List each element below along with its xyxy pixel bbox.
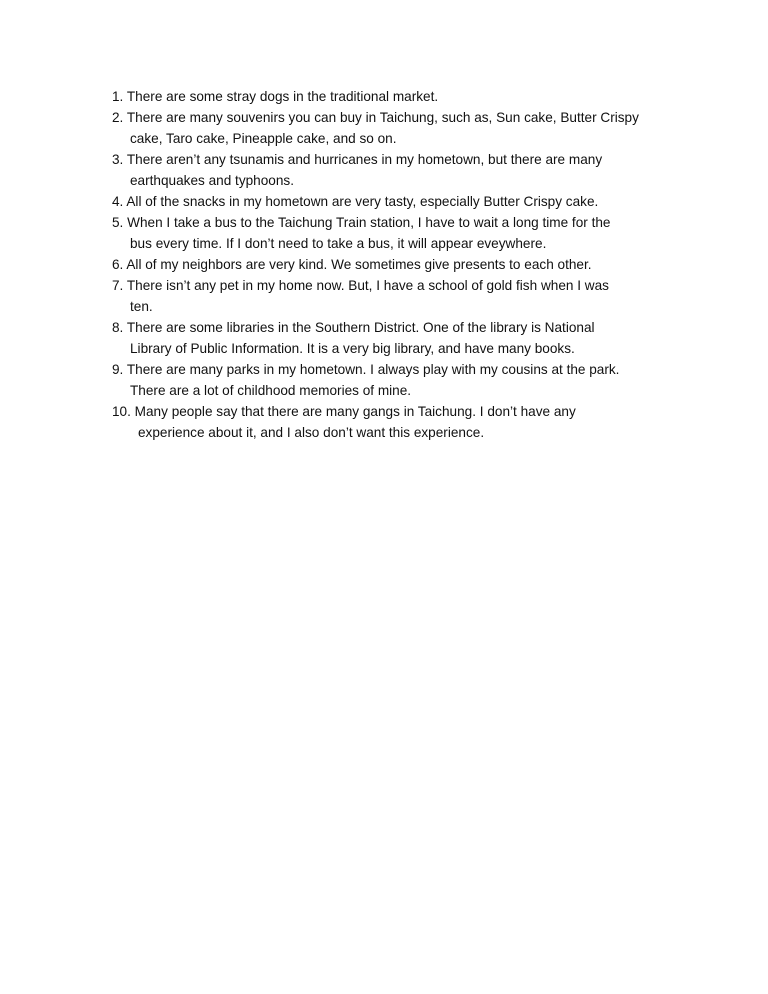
- list-item-line: 4. All of the snacks in my hometown are very tasty, especially Butter Crispy cake.: [112, 194, 599, 209]
- list-item: [112, 86, 672, 107]
- list-item-line: There are a lot of childhood memories of mine.: [130, 383, 412, 398]
- list-item: [112, 317, 672, 359]
- list-item: [112, 191, 672, 212]
- hometown-facts-list: [112, 86, 672, 443]
- list-item: [112, 149, 672, 191]
- list-item-line: 10. Many people say that there are many gangs in Taichung. I don’t have any: [112, 404, 576, 419]
- list-item-line: 8. There are some libraries in the Southern District. One of the library is National: [112, 320, 595, 335]
- list-item-line: earthquakes and typhoons.: [130, 173, 295, 188]
- list-item-line: experience about it, and I also don’t want this experience.: [138, 425, 485, 440]
- list-item-line: 2. There are many souvenirs you can buy in Taichung, such as, Sun cake, Butter Crispy: [112, 110, 639, 125]
- list-item: [112, 275, 672, 317]
- list-item-line: 5. When I take a bus to the Taichung Train station, I have to wait a long time for the: [112, 215, 611, 230]
- list-item-line: 9. There are many parks in my hometown. I always play with my cousins at the park.: [112, 362, 620, 377]
- list-item-line: cake, Taro cake, Pineapple cake, and so on.: [130, 131, 397, 146]
- list-item-line: 3. There aren’t any tsunamis and hurricanes in my hometown, but there are many: [112, 152, 603, 167]
- list-item-line: Library of Public Information. It is a very big library, and have many books.: [130, 341, 575, 356]
- list-item: [112, 359, 672, 401]
- list-item-line: 7. There isn’t any pet in my home now. But, I have a school of gold fish when I was: [112, 278, 609, 293]
- list-item-line: bus every time. If I don’t need to take a bus, it will appear eveywhere.: [130, 236, 547, 251]
- list-item-line: 1. There are some stray dogs in the traditional market.: [112, 89, 439, 104]
- list-item-line: ten.: [130, 299, 153, 314]
- list-item: [112, 401, 672, 443]
- list-item: [112, 254, 672, 275]
- list-item: [112, 107, 672, 149]
- list-item-line: 6. All of my neighbors are very kind. We sometimes give presents to each other.: [112, 257, 592, 272]
- list-item: [112, 212, 672, 254]
